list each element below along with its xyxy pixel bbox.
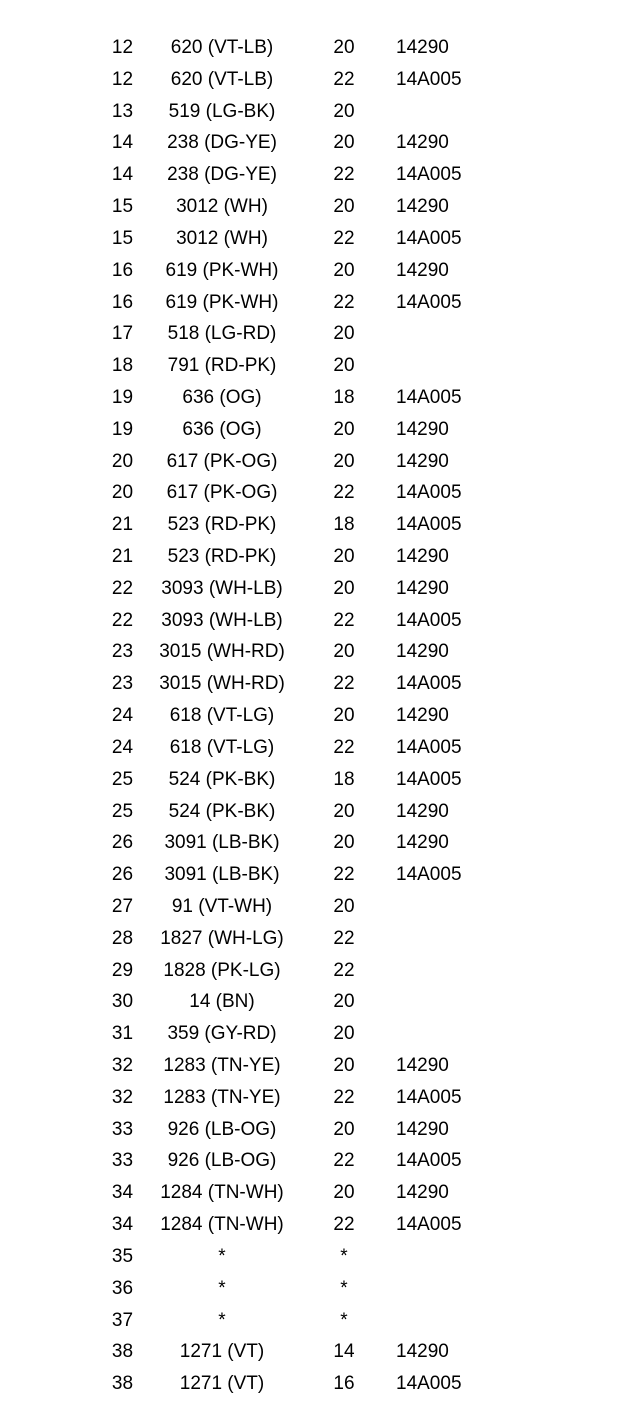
table-row	[0, 477, 640, 509]
circuit-color-cell: *	[218, 1309, 226, 1331]
table-row	[0, 1018, 640, 1050]
part-number-cell: 14A005	[396, 164, 462, 186]
circuit-color-cell: 359 (GY-RD)	[167, 1023, 277, 1045]
wire-gauge-cell: 16	[333, 1373, 355, 1395]
pin-number-cell: 19	[111, 418, 134, 440]
pin-number-cell: 21	[111, 546, 134, 567]
wire-gauge-cell: 20	[333, 1055, 355, 1076]
circuit-color-cell: 3091 (LB-BK)	[164, 864, 280, 886]
wire-gauge-cell: 22	[333, 609, 355, 631]
pin-number-cell: 25	[111, 800, 134, 822]
circuit-color-cell: *	[218, 1277, 226, 1299]
circuit-color-cell: 636 (OG)	[182, 418, 262, 440]
table-row	[0, 636, 640, 668]
circuit-color-cell: 617 (PK-OG)	[166, 450, 278, 472]
pin-number-cell: 38	[111, 1373, 134, 1395]
pin-number-cell: 28	[111, 927, 134, 949]
circuit-color-cell: 523 (RD-PK)	[167, 514, 277, 536]
circuit-color-cell: 1283 (TN-YE)	[163, 1055, 281, 1076]
table-row	[0, 541, 640, 573]
part-number-cell: 14290	[396, 1118, 449, 1140]
table-row	[0, 859, 640, 891]
pin-number-cell: 26	[111, 864, 134, 886]
table-row	[0, 1368, 640, 1400]
table-row	[0, 1273, 640, 1305]
pin-number-cell: 31	[111, 1023, 134, 1045]
table-row	[0, 96, 640, 128]
circuit-color-cell: 1828 (PK-LG)	[163, 959, 281, 981]
table-row	[0, 1145, 640, 1177]
wire-gauge-cell: 20	[333, 132, 355, 154]
pin-number-cell: 36	[111, 1277, 134, 1299]
wire-gauge-cell: 22	[333, 164, 355, 186]
wire-gauge-cell: *	[340, 1309, 348, 1331]
pin-number-cell: 35	[111, 1245, 134, 1267]
pin-number-cell: 16	[111, 259, 134, 281]
wire-gauge-cell: 20	[333, 355, 355, 377]
wire-gauge-cell: 20	[333, 259, 355, 281]
table-row	[0, 1177, 640, 1209]
table-row	[0, 350, 640, 382]
table-row	[0, 509, 640, 541]
wire-gauge-cell: 22	[333, 927, 355, 949]
table-row	[0, 764, 640, 796]
table-row	[0, 796, 640, 828]
table-row	[0, 1082, 640, 1114]
pin-number-cell: 32	[111, 1086, 134, 1108]
wire-gauge-cell: 22	[333, 291, 355, 313]
pin-number-cell: 34	[111, 1182, 134, 1204]
connector-pinout-table	[0, 32, 640, 1400]
wire-gauge-cell: 18	[333, 768, 355, 790]
wire-gauge-cell: 22	[333, 482, 355, 504]
wire-gauge-cell: 20	[333, 100, 355, 122]
pin-number-cell: 15	[111, 196, 134, 218]
circuit-color-cell: 1271 (VT)	[179, 1373, 265, 1395]
table-row	[0, 605, 640, 637]
pin-number-cell: 13	[111, 100, 134, 122]
circuit-color-cell: 3015 (WH-RD)	[159, 673, 285, 695]
part-number-cell: 14290	[396, 641, 449, 663]
circuit-color-cell: 617 (PK-OG)	[166, 482, 278, 504]
wire-gauge-cell: 20	[333, 800, 355, 822]
table-row	[0, 64, 640, 96]
part-number-cell: 14A005	[396, 227, 462, 249]
circuit-color-cell: 636 (OG)	[182, 386, 262, 408]
part-number-cell: 14290	[396, 1182, 449, 1204]
circuit-color-cell: 1284 (TN-WH)	[160, 1214, 284, 1236]
circuit-color-cell: 14 (BN)	[189, 991, 255, 1013]
table-row	[0, 668, 640, 700]
wire-gauge-cell: 22	[333, 1150, 355, 1172]
part-number-cell: 14290	[396, 577, 449, 599]
part-number-cell: 14A005	[396, 864, 462, 886]
part-number-cell: 14290	[396, 37, 449, 58]
table-row	[0, 1336, 640, 1368]
part-number-cell: 14A005	[396, 514, 462, 536]
circuit-color-cell: 524 (PK-BK)	[168, 800, 276, 822]
circuit-color-cell: 238 (DG-YE)	[167, 132, 277, 154]
wire-gauge-cell: 20	[333, 577, 355, 599]
part-number-cell: 14A005	[396, 768, 462, 790]
part-number-cell: 14A005	[396, 482, 462, 504]
pin-number-cell: 24	[111, 705, 134, 727]
circuit-color-cell: 1271 (VT)	[179, 1341, 265, 1363]
circuit-color-cell: 1827 (WH-LG)	[160, 927, 284, 949]
pin-number-cell: 34	[111, 1214, 134, 1236]
wire-gauge-cell: *	[340, 1245, 348, 1267]
pin-number-cell: 30	[111, 991, 134, 1013]
pin-number-cell: 33	[111, 1150, 134, 1172]
wire-gauge-cell: 20	[333, 991, 355, 1013]
part-number-cell: 14A005	[396, 68, 462, 90]
part-number-cell: 14290	[396, 546, 449, 567]
pin-number-cell: 23	[111, 641, 134, 663]
circuit-color-cell: 620 (VT-LB)	[170, 68, 274, 90]
wire-gauge-cell: 22	[333, 68, 355, 90]
part-number-cell: 14A005	[396, 386, 462, 408]
part-number-cell: 14A005	[396, 609, 462, 631]
circuit-color-cell: 3012 (WH)	[176, 227, 268, 249]
pin-number-cell: 20	[111, 450, 134, 472]
table-row	[0, 223, 640, 255]
pin-number-cell: 12	[111, 37, 134, 58]
pin-number-cell: 33	[111, 1118, 134, 1140]
wire-gauge-cell: 22	[333, 1214, 355, 1236]
pin-number-cell: 22	[111, 577, 134, 599]
circuit-color-cell: 3093 (WH-LB)	[161, 577, 283, 599]
pin-number-cell: 29	[111, 959, 134, 981]
table-row	[0, 32, 640, 64]
table-row	[0, 891, 640, 923]
part-number-cell: 14A005	[396, 1373, 462, 1395]
wire-gauge-cell: 20	[333, 1182, 355, 1204]
part-number-cell: 14A005	[396, 736, 462, 758]
wire-gauge-cell: 22	[333, 864, 355, 886]
table-row	[0, 446, 640, 478]
circuit-color-cell: 619 (PK-WH)	[165, 291, 279, 313]
pin-number-cell: 19	[111, 386, 134, 408]
circuit-color-cell: 91 (VT-WH)	[171, 895, 273, 917]
circuit-color-cell: 523 (RD-PK)	[167, 546, 277, 567]
table-row	[0, 827, 640, 859]
table-row	[0, 986, 640, 1018]
part-number-cell: 14A005	[396, 291, 462, 313]
wire-gauge-cell: 20	[333, 37, 355, 58]
wire-gauge-cell: 18	[333, 386, 355, 408]
wire-gauge-cell: 20	[333, 1118, 355, 1140]
pin-number-cell: 22	[111, 609, 134, 631]
pin-number-cell: 32	[111, 1055, 134, 1076]
wire-gauge-cell: 20	[333, 705, 355, 727]
pin-number-cell: 21	[111, 514, 134, 536]
part-number-cell: 14290	[396, 1055, 449, 1076]
circuit-color-cell: 3091 (LB-BK)	[164, 832, 280, 854]
table-row	[0, 573, 640, 605]
table-row	[0, 191, 640, 223]
wire-gauge-cell: 20	[333, 418, 355, 440]
pin-number-cell: 37	[111, 1309, 134, 1331]
circuit-color-cell: 238 (DG-YE)	[167, 164, 277, 186]
part-number-cell: 14A005	[396, 1086, 462, 1108]
circuit-color-cell: *	[218, 1245, 226, 1267]
pin-number-cell: 27	[111, 895, 134, 917]
circuit-color-cell: 791 (RD-PK)	[167, 355, 277, 377]
circuit-color-cell: 1284 (TN-WH)	[160, 1182, 284, 1204]
wire-gauge-cell: 22	[333, 673, 355, 695]
table-row	[0, 255, 640, 287]
circuit-color-cell: 3093 (WH-LB)	[161, 609, 283, 631]
table-row	[0, 1050, 640, 1082]
table-row	[0, 1114, 640, 1146]
part-number-cell: 14290	[396, 832, 449, 854]
pin-number-cell: 14	[111, 164, 134, 186]
wire-gauge-cell: *	[340, 1277, 348, 1299]
part-number-cell: 14290	[396, 418, 449, 440]
table-row	[0, 1209, 640, 1241]
part-number-cell: 14290	[396, 705, 449, 727]
wire-gauge-cell: 22	[333, 959, 355, 981]
circuit-color-cell: 619 (PK-WH)	[165, 259, 279, 281]
pin-number-cell: 14	[111, 132, 134, 154]
pin-number-cell: 16	[111, 291, 134, 313]
wire-gauge-cell: 18	[333, 514, 355, 536]
part-number-cell: 14290	[396, 132, 449, 154]
table-row	[0, 955, 640, 987]
circuit-color-cell: 1283 (TN-YE)	[163, 1086, 281, 1108]
circuit-color-cell: 618 (VT-LG)	[169, 736, 275, 758]
table-row	[0, 127, 640, 159]
circuit-color-cell: 620 (VT-LB)	[170, 37, 274, 58]
part-number-cell: 14A005	[396, 1214, 462, 1236]
circuit-color-cell: 926 (LB-OG)	[167, 1150, 277, 1172]
wire-gauge-cell: 22	[333, 1086, 355, 1108]
circuit-color-cell: 518 (LG-RD)	[167, 323, 277, 345]
wire-gauge-cell: 14	[333, 1341, 355, 1363]
wire-gauge-cell: 20	[333, 450, 355, 472]
wire-gauge-cell: 20	[333, 1023, 355, 1045]
circuit-color-cell: 926 (LB-OG)	[167, 1118, 277, 1140]
circuit-color-cell: 524 (PK-BK)	[168, 768, 276, 790]
part-number-cell: 14290	[396, 259, 449, 281]
part-number-cell: 14290	[396, 196, 449, 218]
pin-number-cell: 25	[111, 768, 134, 790]
pin-number-cell: 26	[111, 832, 134, 854]
wire-gauge-cell: 20	[333, 323, 355, 345]
pin-number-cell: 20	[111, 482, 134, 504]
table-row	[0, 1241, 640, 1273]
pin-number-cell: 12	[111, 68, 134, 90]
part-number-cell: 14290	[396, 800, 449, 822]
table-row	[0, 732, 640, 764]
table-row	[0, 159, 640, 191]
pin-number-cell: 38	[111, 1341, 134, 1363]
pin-number-cell: 17	[111, 323, 134, 345]
circuit-color-cell: 519 (LG-BK)	[168, 100, 276, 122]
wire-gauge-cell: 20	[333, 895, 355, 917]
pin-number-cell: 18	[111, 355, 134, 377]
table-row	[0, 287, 640, 319]
table-row	[0, 382, 640, 414]
table-row	[0, 1305, 640, 1337]
wire-gauge-cell: 20	[333, 546, 355, 567]
wire-gauge-cell: 22	[333, 736, 355, 758]
pin-number-cell: 15	[111, 227, 134, 249]
part-number-cell: 14290	[396, 1341, 449, 1363]
circuit-color-cell: 3012 (WH)	[176, 196, 268, 218]
wire-gauge-cell: 20	[333, 196, 355, 218]
part-number-cell: 14A005	[396, 673, 462, 695]
table-row	[0, 923, 640, 955]
table-row	[0, 318, 640, 350]
part-number-cell: 14290	[396, 450, 449, 472]
circuit-color-cell: 618 (VT-LG)	[169, 705, 275, 727]
pin-number-cell: 23	[111, 673, 134, 695]
circuit-color-cell: 3015 (WH-RD)	[159, 641, 285, 663]
wire-gauge-cell: 20	[333, 641, 355, 663]
part-number-cell: 14A005	[396, 1150, 462, 1172]
wire-gauge-cell: 20	[333, 832, 355, 854]
table-row	[0, 414, 640, 446]
wire-gauge-cell: 22	[333, 227, 355, 249]
pin-number-cell: 24	[111, 736, 134, 758]
table-row	[0, 700, 640, 732]
